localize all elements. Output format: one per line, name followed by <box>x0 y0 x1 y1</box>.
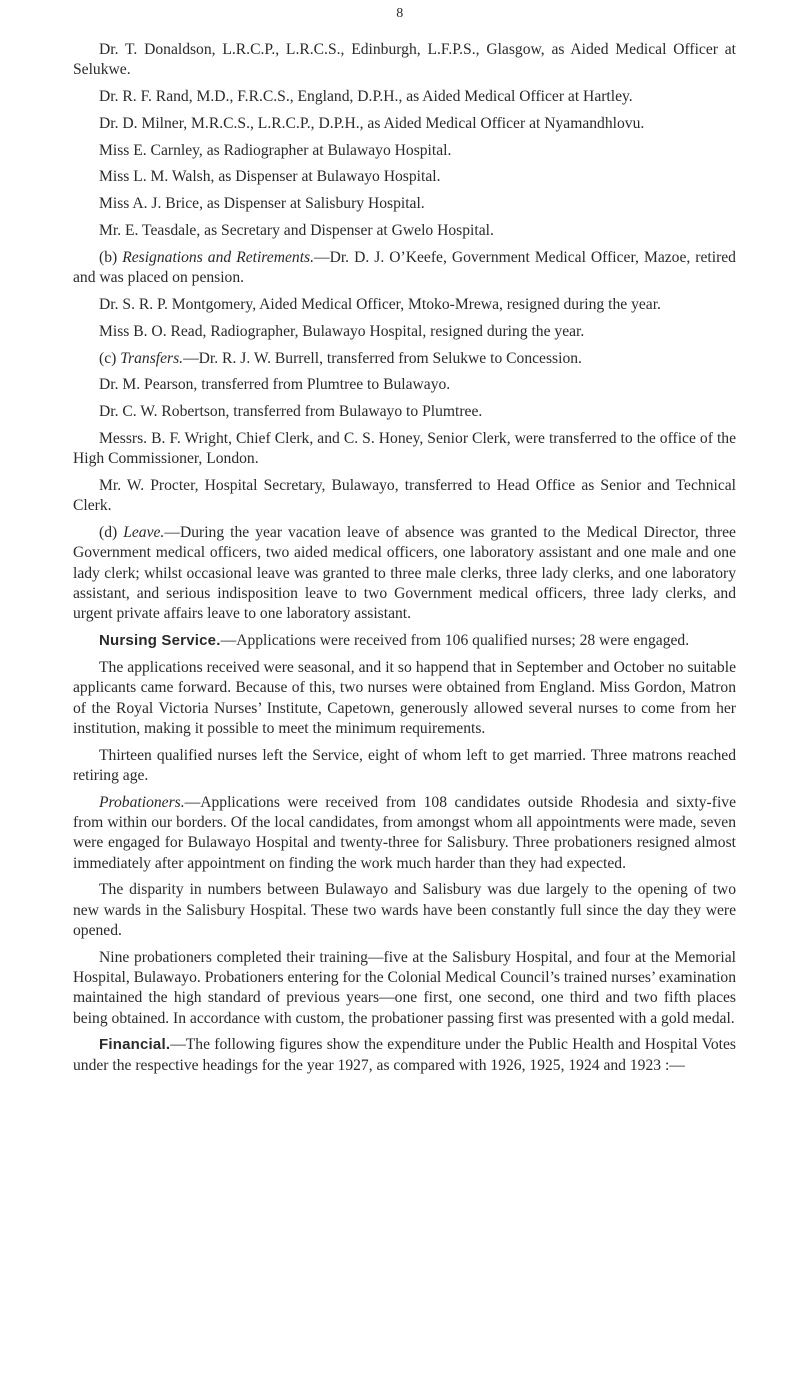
paragraph-leave: (d) Leave.—During the year vacation leave of absence was granted to the Medical Director, three Government medical officers, two aided medical officers, one laboratory assistant and one male and one lady clerk; whilst occasional leave was granted to three male clerks, three lady clerks, and one laboratory assistant, and serious indisposition leave to two Government medical officers, three lady clerks, and urgent private affairs leave to one laboratory assistant. <box>73 524 736 623</box>
paragraph: The applications received were seasonal, and it so happend that in September and October no suitable applicants came forward. Because of this, two nurses were obtained from England. Miss Gordon, Matron of the Royal Victoria Nurses’ Institute, Capetown, generously allowed several nurses to come from her institution, making it possible to meet the minimum requirements. <box>73 658 736 737</box>
document-body <box>73 40 736 1083</box>
subheading-leave: Leave. <box>123 524 165 542</box>
paragraph-financial: Financial.—The following figures show the expenditure under the Public Health and Hospital Votes under the respective headings for the year 1927, as compared with 1926, 1925, 1924 and 1923 :— <box>73 1036 736 1074</box>
paragraph-probationers: Probationers.—Applications were received from 108 candidates outside Rhodesia and sixty-five from within our borders. Of the local candidates, from amongst whom all appointments were made, seven were engaged for Bulawayo Hospital and twenty-three for Salisbury. Three probationers resigned almost immediately after appointment on finding the work much harder than they had expected. <box>73 793 736 872</box>
paragraph: Dr. S. R. P. Montgomery, Aided Medical Officer, Mtoko-Mrewa, resigned during the year. <box>99 295 661 313</box>
paragraph: Miss A. J. Brice, as Dispenser at Salisbury Hospital. <box>99 195 425 213</box>
paragraph: Miss B. O. Read, Radiographer, Bulawayo Hospital, resigned during the year. <box>99 322 585 340</box>
paragraph: Mr. W. Procter, Hospital Secretary, Bulawayo, transferred to Head Office as Senior and Technical Clerk. <box>73 477 736 515</box>
paragraph: Dr. D. Milner, M.R.C.S., L.R.C.P., D.P.H., as Aided Medical Officer at Nyamandhlovu. <box>99 114 645 132</box>
paragraph: Dr. C. W. Robertson, transferred from Bulawayo to Plumtree. <box>99 403 483 421</box>
paragraph: The disparity in numbers between Bulawayo and Salisbury was due largely to the opening of two new wards in the Salisbury Hospital. These two wards have been constantly full since the day they were opened. <box>73 881 736 939</box>
heading-nursing-service: Nursing Service. <box>99 632 221 650</box>
page-number: 8 <box>396 6 404 21</box>
heading-financial: Financial. <box>99 1036 171 1054</box>
paragraph: Nine probationers completed their training—five at the Salisbury Hospital, and four at the Memorial Hospital, Bulawayo. Probationers entering for the Colonial Medical Council’s trained nurses’ examination maintained the high standard of previous years—one first, one second, one third and two fifth places being obtained. In accordance with custom, the probationer passing first was presented with a gold medal. <box>73 948 736 1027</box>
paragraph: Thirteen qualified nurses left the Service, eight of whom left to get married. Three matrons reached retiring age. <box>73 746 736 784</box>
paragraph-resignations: (b) Resignations and Retirements.—Dr. D. J. O’Keefe, Government Medical Officer, Mazoe, retired and was placed on pension. <box>73 248 736 287</box>
subheading-probationers: Probationers. <box>99 793 185 811</box>
paragraph: Dr. R. F. Rand, M.D., F.R.C.S., England, D.P.H., as Aided Medical Officer at Hartley. <box>99 88 633 106</box>
subheading-transfers: Transfers. <box>120 349 184 367</box>
subheading-resignations: Resignations and Retirements. <box>122 248 314 266</box>
paragraph: Dr. T. Donaldson, L.R.C.P., L.R.C.S., Edinburgh, L.F.P.S., Glasgow, as Aided Medical Officer at Selukwe. <box>73 41 736 79</box>
paragraph: Miss L. M. Walsh, as Dispenser at Bulawayo Hospital. <box>99 168 441 186</box>
paragraph: Dr. M. Pearson, transferred from Plumtree to Bulawayo. <box>99 376 451 394</box>
paragraph-nursing-service: Nursing Service.—Applications were received from 106 qualified nurses; 28 were engaged. <box>99 632 690 650</box>
paragraph: Miss E. Carnley, as Radiographer at Bulawayo Hospital. <box>99 141 452 159</box>
paragraph: Messrs. B. F. Wright, Chief Clerk, and C. S. Honey, Senior Clerk, were transferred to the office of the High Commissioner, London. <box>73 429 736 468</box>
paragraph: Mr. E. Teasdale, as Secretary and Dispenser at Gwelo Hospital. <box>99 222 494 240</box>
paragraph-transfers: (c) Transfers.—Dr. R. J. W. Burrell, transferred from Selukwe to Concession. <box>99 349 582 367</box>
